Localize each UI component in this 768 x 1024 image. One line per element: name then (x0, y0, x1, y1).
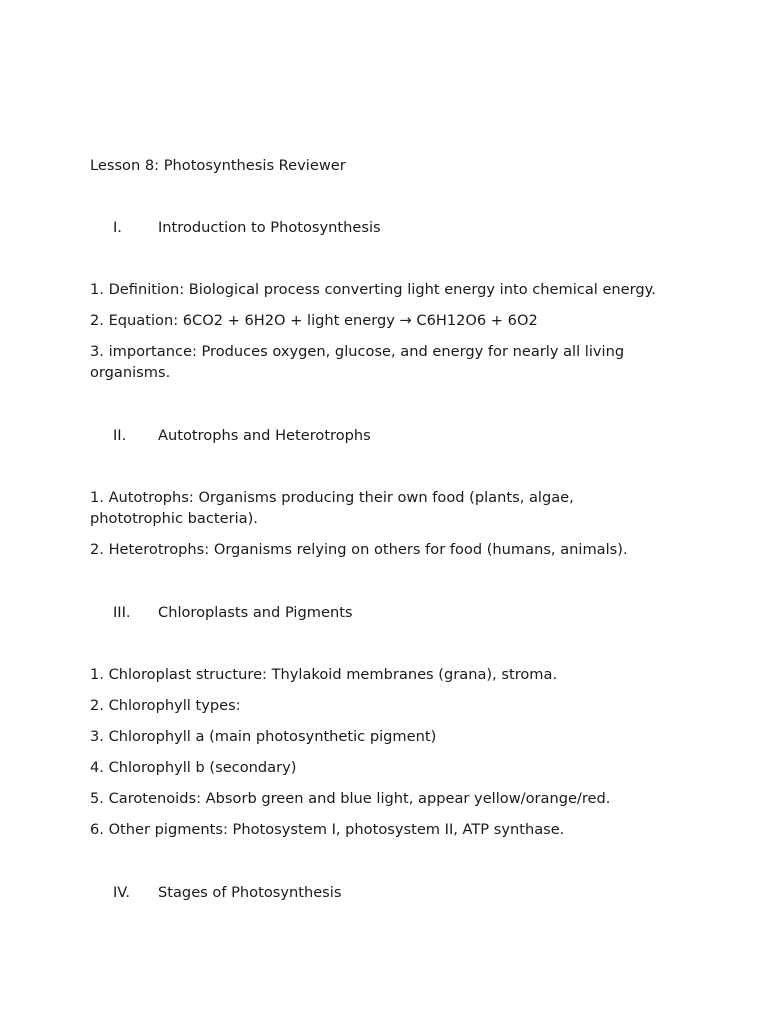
list-item: 6. Other pigments: Photosystem I, photosystem II, ATP synthase. (90, 821, 565, 838)
list-item: 5. Carotenoids: Absorb green and blue light, appear yellow/orange/red. (90, 790, 611, 807)
section-heading-3 (113, 602, 353, 623)
list-item: 2. Heterotrophs: Organisms relying on others for food (humans, animals). (90, 541, 628, 558)
section-title: Introduction to Photosynthesis (158, 219, 381, 236)
list-item: 3. Chlorophyll a (main photosynthetic pigment) (90, 728, 437, 745)
section-heading-4 (113, 882, 341, 903)
list-item: 4. Chlorophyll b (secondary) (90, 759, 297, 776)
section-heading-1 (113, 217, 381, 238)
section-title: Stages of Photosynthesis (158, 884, 342, 901)
section-number: IV. (113, 884, 131, 901)
section-title: Autotrophs and Heterotrophs (158, 427, 371, 444)
list-item: 1. Chloroplast structure: Thylakoid membranes (grana), stroma. (90, 666, 558, 683)
list-item: 1. Definition: Biological process converting light energy into chemical energy. (90, 281, 656, 298)
list-item: 1. Autotrophs: Organisms producing their own food (plants, algae, phototrophic bacteria). (90, 489, 574, 527)
list-item: 2. Equation: 6CO2 + 6H2O + light energy → C6H12O6 + 6O2 (90, 312, 538, 329)
section-number: III. (113, 604, 131, 621)
section-number: I. (113, 219, 122, 236)
list-item: 3. importance: Produces oxygen, glucose, and energy for nearly all living organisms. (90, 343, 625, 381)
section-title: Chloroplasts and Pigments (158, 604, 353, 621)
section-number: II. (113, 427, 127, 444)
list-item: 2. Chlorophyll types: (90, 697, 241, 714)
section-heading-2 (113, 425, 371, 446)
document-title: Lesson 8: Photosynthesis Reviewer (90, 157, 346, 174)
